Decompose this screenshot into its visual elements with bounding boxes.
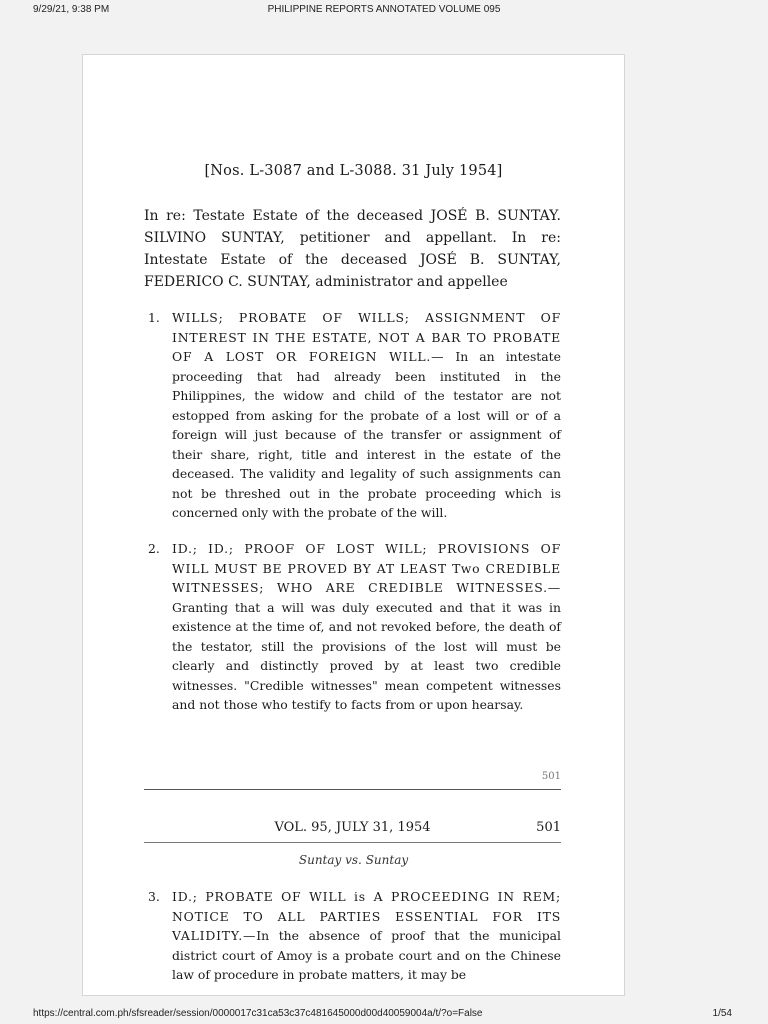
syllabus-heading: ID.; ID.; PROOF OF LOST WILL; PROVISIONS OF WILL MUST BE PROVED BY AT LEAST Two CREDIBLE WITNESSES; WHO ARE CREDIBLE WITNESSES.— — [172, 541, 561, 595]
syllabus-number: 3. — [148, 889, 160, 904]
case-number: [Nos. L-3087 and L-3088. 31 July 1954] — [204, 163, 503, 179]
print-header — [0, 0, 768, 20]
syllabus-body: In an intestate proceeding that had already been instituted in the Philippines, the widow and child of the testator are not estopped from asking for the probate of a lost will or of a foreign will just because of the transfer or assignment of their share, right, title and interest in the estate of the deceased. The validity and legality of such assignments can not be threshed out in the probate proceeding which is concerned only with the probate of the will. — [172, 349, 561, 520]
running-head-page: 501 — [536, 820, 561, 835]
page-folio: 501 — [541, 771, 561, 782]
print-url: https://central.com.ph/sfsreader/session/0000017c31ca53c37c481645000d00d40059004a/t/?o=False — [33, 1008, 483, 1019]
print-footer — [0, 1004, 768, 1024]
syllabus-number: 1. — [148, 310, 160, 325]
syllabus-item — [148, 887, 561, 985]
syllabus-body: Granting that a will was duly executed and that it was in existence at the time of, and not revoked before, the death of the testator, still the provisions of the lost will must be clearly and distinctly proved by at least two credible witnesses. "Credible witnesses" mean competent witnesses and not those who testify to facts from or upon hearsay. — [172, 599, 561, 712]
page-divider — [144, 789, 561, 790]
print-title: PHILIPPINE REPORTS ANNOTATED VOLUME 095 — [267, 4, 501, 15]
case-caption: In re: Testate Estate of the deceased JOSÉ B. SUNTAY. SILVINO SUNTAY, petitioner and appellant. In re: Intestate Estate of the deceased JOSÉ B. SUNTAY, FEDERICO C. SUNTAY, administrator and appellee — [144, 208, 561, 290]
syllabus-number: 2. — [148, 541, 160, 556]
print-page-count: 1/54 — [712, 1008, 732, 1019]
print-datetime: 9/29/21, 9:38 PM — [33, 4, 110, 15]
syllabus-item — [148, 308, 561, 523]
syllabus-body: In the absence of proof that the municipal district court of Amoy is a probate court and on the Chinese law of procedure in probate matters, it may be — [172, 928, 561, 982]
document-page — [82, 54, 625, 996]
syllabus-heading: WILLS; PROBATE OF WILLS; ASSIGNMENT OF INTEREST IN THE ESTATE, NOT A BAR TO PROBATE OF A LOST OR FOREIGN WILL.— — [172, 310, 561, 364]
running-head-volume: VOL. 95, JULY 31, 1954 — [274, 820, 431, 835]
case-parties: Suntay vs. Suntay — [298, 853, 409, 867]
syllabus-heading: ID.; PROBATE OF WILL is A PROCEEDING IN REM; NOTICE TO ALL PARTIES ESSENTIAL FOR ITS VALIDITY.— — [172, 889, 561, 943]
running-head-rule — [144, 842, 561, 843]
syllabus-item — [148, 539, 561, 715]
